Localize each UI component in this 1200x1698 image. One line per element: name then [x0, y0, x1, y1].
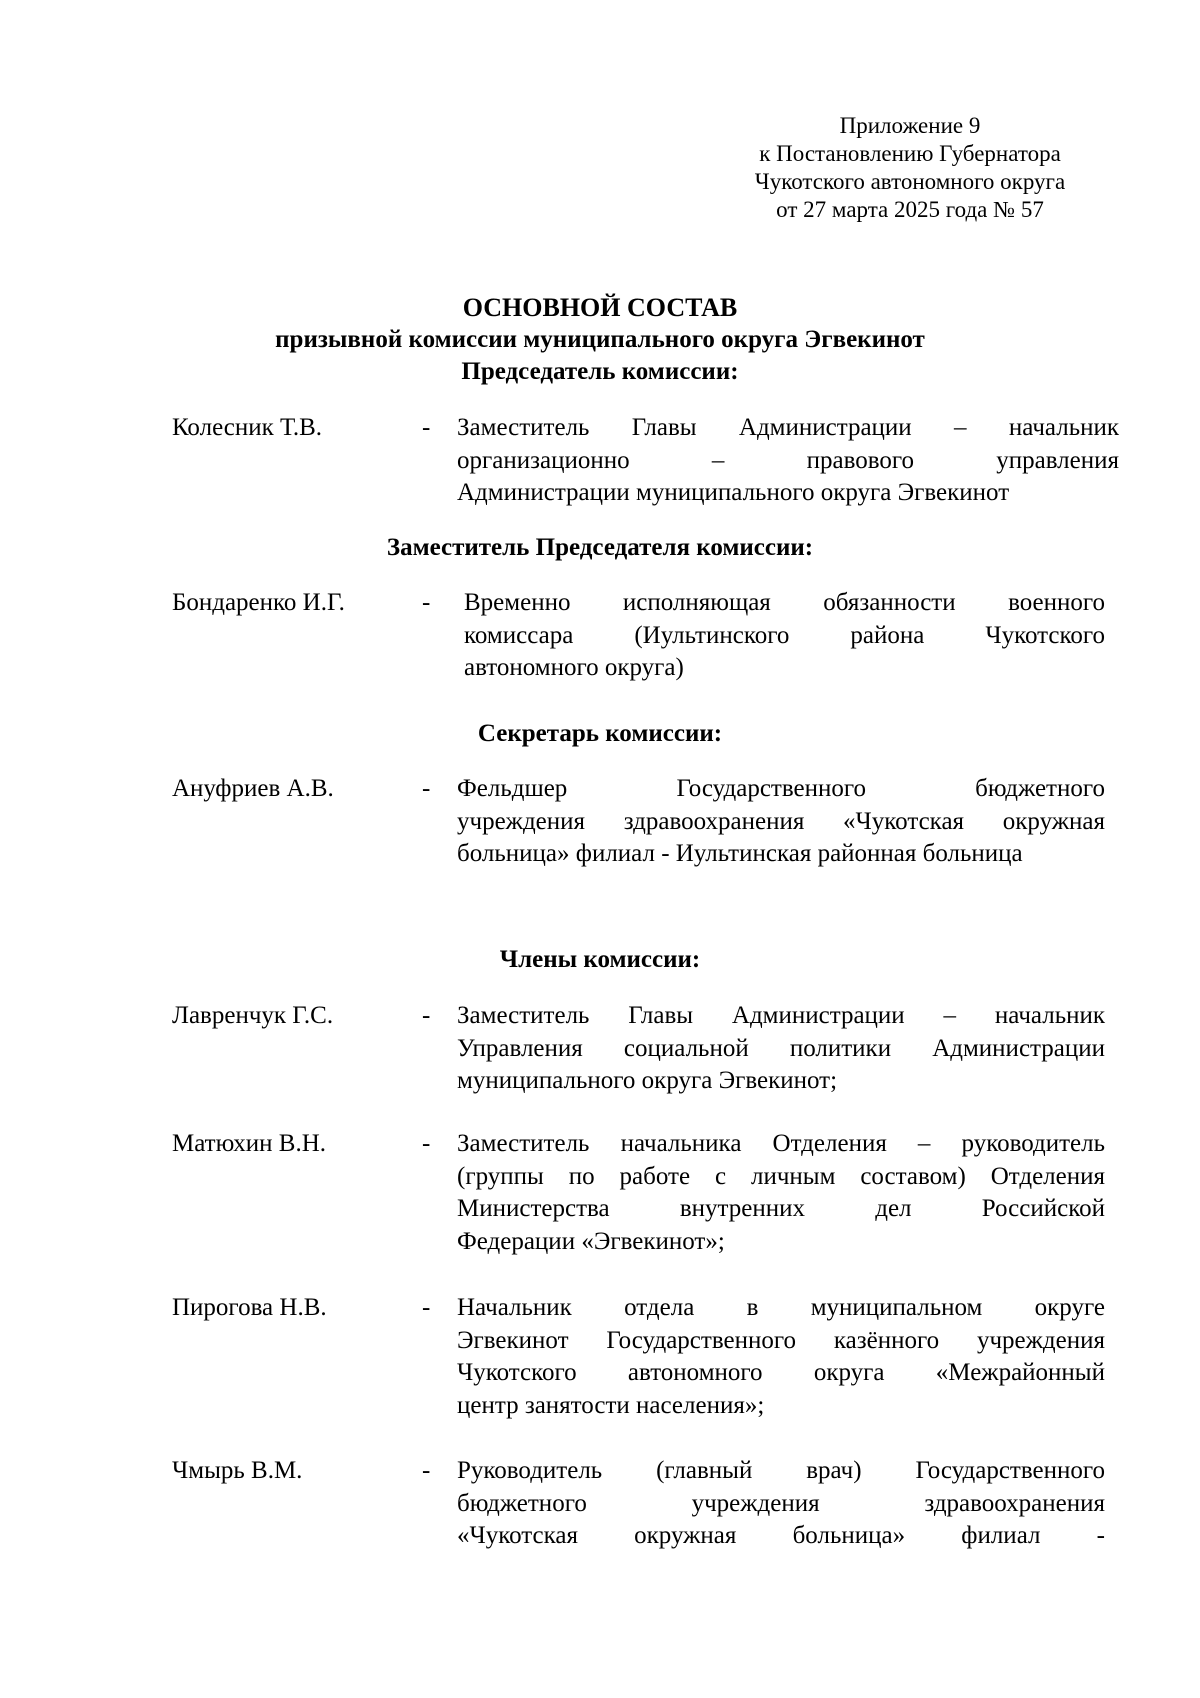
description-line: Администрации муниципального округа Эгвекинот — [457, 479, 1010, 506]
member-description — [457, 1128, 1105, 1258]
description-line: (группы по работе с личным составом) Отделения — [457, 1162, 1105, 1190]
description-line: Фельдшер Государственного бюджетного — [457, 775, 1105, 802]
member-name: Чмырь В.М. — [172, 1457, 303, 1484]
member-name: Лавренчук Г.С. — [172, 1002, 334, 1029]
member-name: Колесник Т.В. — [172, 414, 322, 441]
member-description — [457, 1000, 1105, 1098]
description-line: бюджетного учреждения здравоохранения — [457, 1489, 1105, 1517]
member-dash: - — [422, 1002, 431, 1029]
member-name: Матюхин В.Н. — [172, 1130, 327, 1157]
appendix-reference — [720, 112, 1100, 224]
member-description — [464, 587, 1105, 685]
member-dash: - — [422, 775, 431, 802]
member-dash: - — [422, 1130, 431, 1157]
member-description — [457, 1455, 1105, 1553]
title-main: ОСНОВНОЙ СОСТАВ — [462, 293, 738, 322]
description-line: Эгвекинот Государственного казённого учреждения — [457, 1326, 1105, 1354]
description-line: Заместитель начальника Отделения – руководитель — [457, 1130, 1105, 1157]
description-line: Чукотского автономного округа «Межрайонный — [457, 1359, 1105, 1386]
description-line: Заместитель Главы Администрации – начальник — [457, 414, 1119, 441]
description-line: муниципального округа Эгвекинот; — [457, 1067, 838, 1094]
member-name: Ануфриев А.В. — [172, 775, 334, 802]
description-line: Начальник отдела в муниципальном округе — [457, 1294, 1105, 1321]
member-dash: - — [422, 1294, 431, 1321]
description-line: Управления социальной политики Администрации — [457, 1034, 1105, 1062]
member-dash: - — [422, 414, 431, 441]
title-sub: призывной комиссии муниципального округа Эгвекинот — [275, 326, 925, 353]
member-description — [457, 1292, 1105, 1422]
description-line: Руководитель (главный врач) Государственного — [457, 1457, 1105, 1484]
member-dash: - — [422, 1457, 431, 1484]
description-line: Заместитель Главы Администрации – начальник — [457, 1002, 1105, 1029]
member-name: Пирогова Н.В. — [172, 1294, 327, 1321]
member-dash: - — [422, 589, 431, 616]
description-line: Временно исполняющая обязанности военного — [464, 589, 1105, 616]
description-line: Министерства внутренних дел Российской — [457, 1195, 1105, 1222]
description-line: центр занятости населения»; — [457, 1391, 765, 1419]
description-line: комиссара (Иультинского района Чукотского — [464, 621, 1105, 649]
appendix-number: Приложение 9 — [839, 113, 981, 138]
heading-members: Члены комиссии: — [499, 946, 701, 973]
appendix-region: Чукотского автономного округа — [754, 169, 1066, 194]
member-name: Бондаренко И.Г. — [172, 589, 345, 616]
heading-secretary: Секретарь комиссии: — [477, 720, 723, 747]
description-line: больница» филиал - Иультинская районная больница — [457, 840, 1023, 867]
description-line: автономного округа) — [464, 654, 684, 681]
member-description — [457, 773, 1105, 871]
appendix-decree: к Постановлению Губернатора — [759, 141, 1061, 166]
description-line: организационно – правового управления — [457, 446, 1119, 474]
heading-chairman: Председатель комиссии: — [461, 358, 739, 385]
member-description — [457, 412, 1119, 510]
document-title — [0, 292, 1200, 356]
heading-deputy: Заместитель Председателя комиссии: — [386, 534, 814, 561]
description-line: Федерации «Эгвекинот»; — [457, 1227, 725, 1255]
appendix-date: от 27 марта 2025 года № 57 — [776, 197, 1044, 222]
description-line: учреждения здравоохранения «Чукотская окружная — [457, 807, 1105, 835]
description-line: «Чукотская окружная больница» филиал - — [457, 1522, 1105, 1549]
